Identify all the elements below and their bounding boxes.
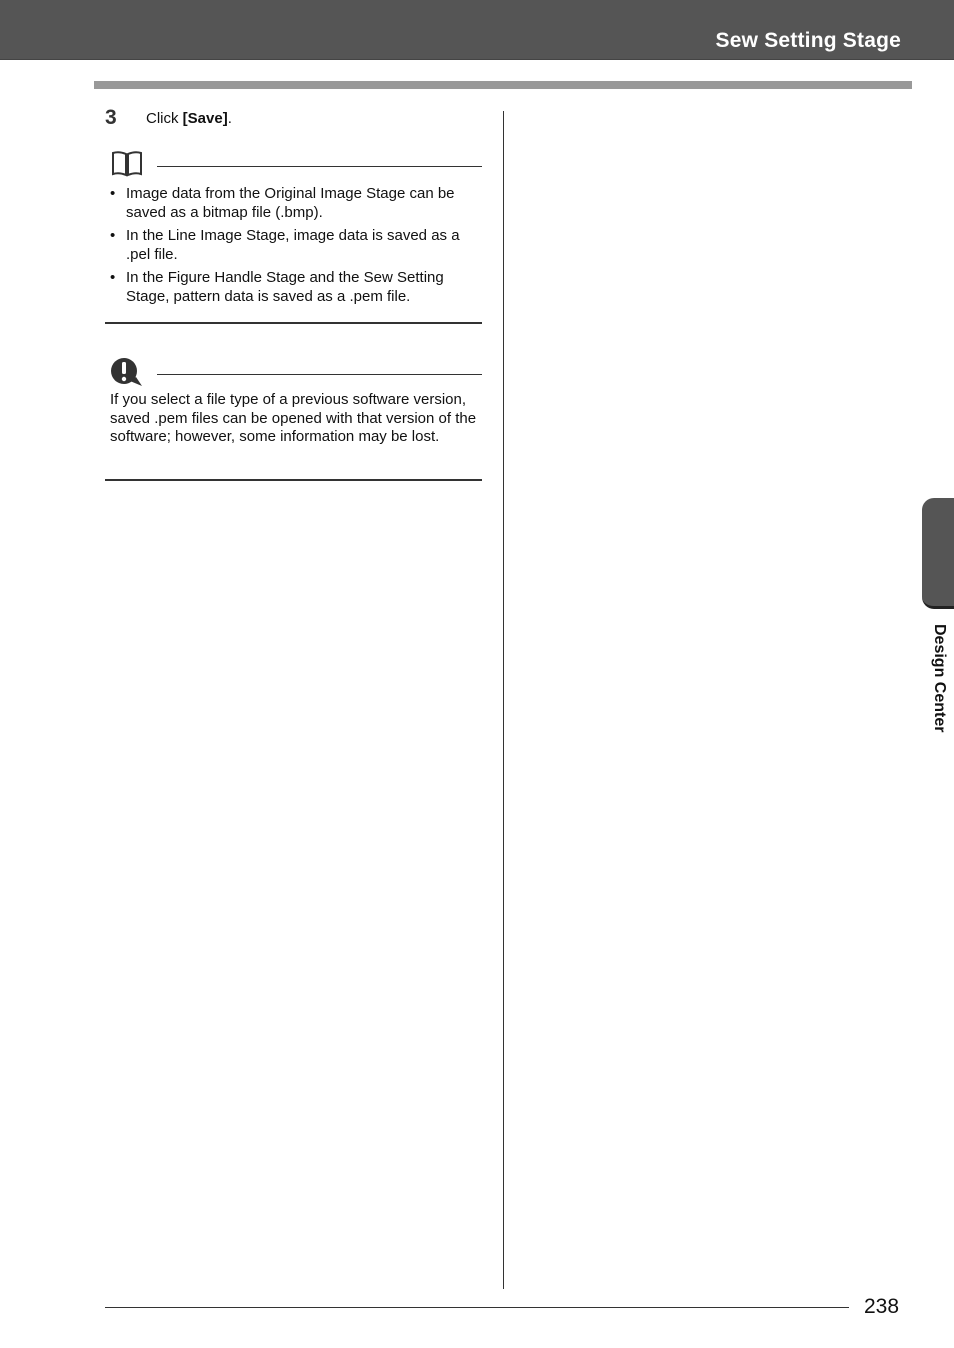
note-item-text: Image data from the Original Image Stage can be saved as a bitmap file (.bmp). xyxy=(126,185,455,221)
step-suffix: . xyxy=(227,110,232,127)
warning-icon xyxy=(110,357,144,387)
note-bottom-rule xyxy=(105,322,482,324)
note-item-text: In the Line Image Stage, image data is saved as a .pel file. xyxy=(126,227,460,263)
bullet: • xyxy=(110,269,116,286)
step-number: 3 xyxy=(105,106,117,129)
header-rule xyxy=(94,81,912,89)
chapter-tab-label: Design Center xyxy=(931,624,948,733)
bullet: • xyxy=(110,185,116,202)
book-icon xyxy=(111,150,143,177)
list-item xyxy=(110,227,482,264)
step-instruction xyxy=(146,110,232,127)
step-prefix: Click xyxy=(146,110,183,127)
footer-rule xyxy=(105,1307,849,1308)
list-item xyxy=(110,185,482,222)
warning-bottom-rule xyxy=(105,479,482,481)
note-item-text: In the Figure Handle Stage and the Sew Setting Stage, pattern data is saved as a .pem file. xyxy=(126,269,444,305)
column-divider xyxy=(503,111,504,1289)
header-bar xyxy=(0,0,954,60)
warning-divider xyxy=(157,374,482,375)
warning-text: If you select a file type of a previous software version, saved .pem files can be opened with that version of the software; however, some information may be lost. xyxy=(110,391,477,445)
save-button-label: [Save] xyxy=(182,110,228,127)
note-divider xyxy=(157,166,482,167)
list-item xyxy=(110,269,482,306)
page-number: 238 xyxy=(864,1295,900,1318)
note-list xyxy=(110,185,482,311)
page-section-title: Sew Setting Stage xyxy=(715,29,901,52)
bullet: • xyxy=(110,227,116,244)
chapter-tab xyxy=(922,498,954,609)
